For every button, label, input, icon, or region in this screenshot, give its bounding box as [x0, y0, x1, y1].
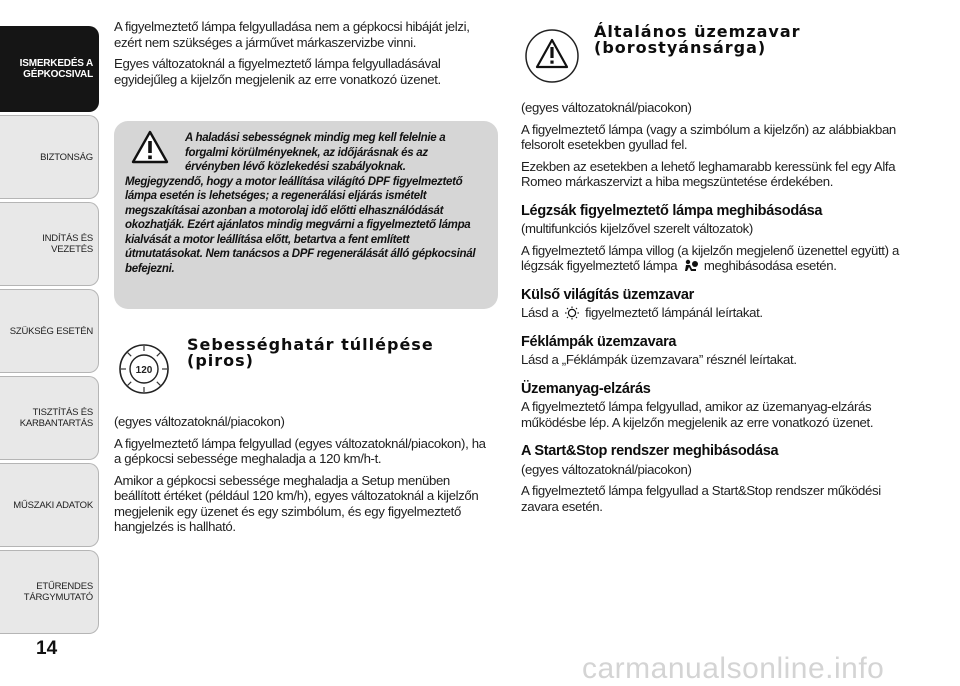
lighting-text-before: Lásd a — [521, 305, 559, 320]
warning-text-rest: Megjegyzendő, hogy a motor leállítása világító DPF figyelmeztető lámpa esetén is lehetséges; a regenerálási eljárás ismételt megszakításai azonban a motorolaj idő előtti elhasználódását okozhatják. Ezért ajánlatos mindig megvárni a figyelmeztető lámpa kialvását a motor leállítása előtt, betartva a fent említett útmutatásokat. Nem tanácsos a DPF regenerálását álló gépkocsinál befejezni. — [125, 175, 476, 275]
lighting-text-after: figyelmeztető lámpánál leírtakat. — [585, 305, 763, 320]
page-number: 14 — [36, 638, 58, 659]
warning-text — [114, 131, 476, 276]
tab-inditas[interactable] — [0, 202, 99, 286]
warning-text-first: A haladási sebességnek mindig meg kell felelnie a forgalmi körülményeknek, az időjárásnak és az érvényben lévő közlekedési szabályoknak. — [185, 132, 446, 173]
tab-szukseg[interactable] — [0, 289, 99, 373]
general-paragraph-1: (egyes változatoknál/piacokon) — [521, 100, 692, 115]
general-title-line2: (borostyánsárga) — [594, 38, 767, 57]
airbag-paragraph — [521, 243, 921, 274]
tab-label: SZÜKSÉG ESETÉN — [9, 325, 93, 337]
tab-label: BIZTONSÁG — [40, 151, 93, 163]
general-fault-heading — [594, 24, 884, 56]
fuel-cutoff-heading: Üzemanyag-elzárás — [521, 380, 651, 397]
tab-targymutato[interactable] — [0, 550, 99, 634]
tab-biztonsag[interactable] — [0, 115, 99, 199]
start-stop-subtitle: (egyes változatoknál/piacokon) — [521, 461, 692, 477]
airbag-text-after: meghibásodása esetén. — [703, 258, 837, 273]
fuel-cutoff-paragraph: A figyelmeztető lámpa felgyullad, amikor az üzemanyag-elzárás működésbe lép. A kijelzőn megjelenik az erre vonatkozó üzenet. — [521, 399, 874, 430]
airbag-text-before: A figyelmeztető lámpa villog (a kijelzőn megjelenő üzenettel együtt) a légzsák figyelmeztető lámpa — [521, 242, 899, 273]
warning-box — [114, 121, 498, 309]
lighting-heading: Külső világítás üzemzavar — [521, 286, 695, 303]
intro-paragraph-1: A figyelmeztető lámpa felgyulladása nem a gépkocsi hibáját jelzi, ezért nem szükséges a járművet márkaszervizbe vinni. — [114, 19, 470, 50]
right-column-text — [521, 100, 921, 520]
speed-paragraph-3: Amikor a gépkocsi sebessége meghaladja a Setup menüben beállított értéket (például 120 km/h), egyes változatoknál a kijelzőn megjelenik egy üzenet és egy szimbólum, és egy figyelmeztető hangjelzés is hallható. — [114, 472, 479, 534]
start-stop-paragraph: A figyelmeztető lámpa felgyullad a Start&Stop rendszer működési zavara esetén. — [521, 483, 881, 514]
start-stop-heading: A Start&Stop rendszer meghibásodása — [521, 443, 779, 459]
speed-title-line2: (piros) — [187, 351, 254, 370]
intro-text — [114, 19, 494, 93]
tab-label: TISZTÍTÁS ÉS KARBANTARTÁS — [19, 407, 93, 429]
tab-label: ISMERKEDÉS A GÉPKOCSIVAL — [19, 58, 93, 80]
general-title-line1: Általános üzemzavar — [594, 22, 801, 41]
speed-title-line1: Sebességhatár túllépése — [187, 335, 434, 354]
brake-lights-paragraph: Lásd a „Féklámpák üzemzavara” résznél leírtakat. — [521, 352, 797, 367]
tab-label: MŰSZAKI ADATOK — [13, 499, 93, 511]
speed-limit-icon — [117, 342, 171, 396]
speed-limit-value: 120 — [135, 365, 153, 376]
general-paragraph-2: A figyelmeztető lámpa (vagy a szimbólum a kijelzőn) az alábbiakban felsorolt esetekben gyullad fel. — [521, 121, 896, 152]
speed-limit-text — [114, 414, 494, 541]
tab-label: ETŰRENDES TÁRGYMUTATÓ — [23, 581, 93, 603]
watermark-text: carmanualsonline.info — [582, 652, 885, 685]
brake-lights-heading: Féklámpák üzemzavara — [521, 333, 677, 350]
tab-label: INDÍTÁS ÉS VEZETÉS — [42, 233, 93, 255]
speed-paragraph-1: (egyes változatoknál/piacokon) — [114, 414, 285, 429]
general-warning-icon — [522, 28, 582, 84]
speed-paragraph-2: A figyelmeztető lámpa felgyullad (egyes változatoknál/piacokon), ha a gépkocsi sebessége meghaladja a 120 km/h-t. — [114, 435, 486, 466]
tab-tisztitas[interactable] — [0, 376, 99, 460]
airbag-heading: Légzsák figyelmeztető lámpa meghibásodása — [521, 202, 823, 219]
tab-ismerkedes[interactable] — [0, 26, 99, 112]
general-paragraph-3: Ezekben az esetekben a lehető leghamarabb keressünk fel egy Alfa Romeo márkaszervizt a hiba megszüntetése érdekében. — [521, 158, 896, 189]
lighting-paragraph — [521, 305, 921, 321]
speed-limit-heading — [187, 337, 477, 369]
bulb-failure-icon — [564, 306, 580, 320]
airbag-subtitle: (multifunkciós kijelzővel szerelt változatok) — [521, 221, 753, 236]
intro-paragraph-2: Egyes változatoknál a figyelmeztető lámpa felgyulladásával egyidejűleg a kijelzőn megjelenik az erre vonatkozó üzenet. — [114, 56, 441, 87]
tab-muszaki[interactable] — [0, 463, 99, 547]
airbag-icon — [683, 259, 699, 273]
